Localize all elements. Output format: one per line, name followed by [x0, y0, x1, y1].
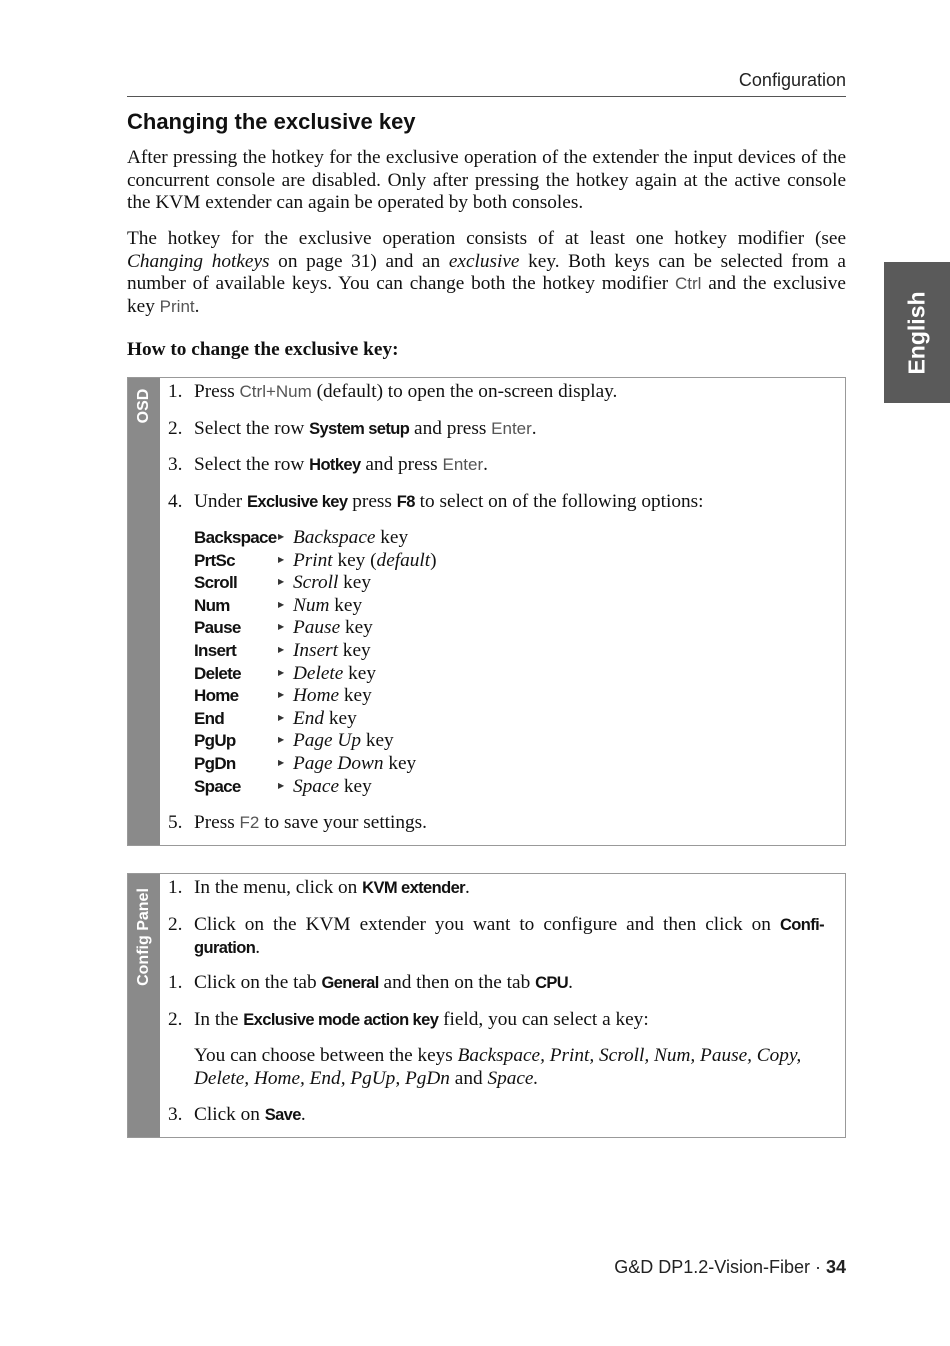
- osd-step-1: [168, 381, 828, 404]
- option-key: PgUp: [194, 731, 236, 751]
- para2-text-4: and the exclusive key: [127, 273, 846, 317]
- ui-f8: F8: [396, 493, 415, 511]
- para2-text-3: key. Both keys can be selected from a number of available keys. You can change both the hotkey modifier: [127, 250, 846, 294]
- osd-step-4: [168, 491, 828, 514]
- key-enter: Enter: [442, 455, 484, 474]
- cfg-step-4-note: [194, 1045, 830, 1090]
- option-key: Space: [194, 776, 241, 796]
- note-text: You can choose between the keys: [194, 1045, 458, 1066]
- option-name: Backspace: [293, 527, 376, 548]
- ui-cpu-tab: CPU: [535, 974, 569, 992]
- config-panel-instructions-box: [127, 873, 846, 1138]
- option-name: Page Down: [293, 753, 384, 774]
- step-text: .: [568, 972, 573, 993]
- step-text: In the: [194, 1009, 244, 1030]
- triangle-bullet-icon: ▶: [278, 554, 285, 564]
- option-key: PrtSc: [194, 550, 235, 570]
- step-text: .: [464, 877, 470, 898]
- option-description: [293, 685, 372, 708]
- option-key: Backspace: [194, 528, 277, 547]
- step-text: and then on the tab: [378, 972, 536, 993]
- step-number: 3.: [168, 454, 183, 475]
- cross-reference-link: Changing hotkeys: [127, 250, 270, 272]
- triangle-bullet-icon: ▶: [278, 690, 285, 700]
- option-suffix: key: [375, 527, 409, 548]
- option-description: [293, 550, 437, 573]
- step-number: 3.: [168, 1104, 183, 1125]
- option-suffix: key: [324, 707, 357, 729]
- triangle-bullet-icon: ▶: [278, 735, 285, 745]
- osd-instructions-box: [127, 377, 846, 846]
- option-name: Space: [293, 775, 340, 797]
- option-name: Delete: [293, 662, 344, 684]
- step-text: Select the row: [194, 454, 310, 475]
- note-key-list: Backspace, Print, Scroll, Num, Pause, Copy, Delete, Home, End, PgUp, PgDn: [194, 1045, 802, 1089]
- intro-paragraph: After pressing the hotkey for the exclusive operation of the extender the input devices of the concurrent console are disabled. Only after pressing the hotkey again at the active console the KVM extender can again be operated by both consoles.: [127, 147, 846, 213]
- option-suffix: key: [338, 572, 372, 594]
- note-last-key: Space.: [487, 1067, 539, 1089]
- cfg-step-4: [168, 1009, 828, 1032]
- triangle-bullet-icon: ▶: [278, 667, 285, 677]
- option-description: [293, 572, 371, 595]
- step-text: to select on of the following options:: [414, 491, 704, 512]
- note-text: and: [449, 1067, 488, 1089]
- step-number: 2.: [168, 418, 183, 439]
- option-extra: default: [376, 549, 431, 571]
- cfg-step-5: [168, 1104, 828, 1127]
- step-text: Click on: [194, 1104, 265, 1125]
- step-number: 1.: [168, 381, 183, 402]
- option-suffix: key: [337, 640, 371, 661]
- option-description: [293, 527, 408, 550]
- option-description: [293, 595, 362, 618]
- step-text: press: [347, 491, 397, 512]
- step-text: Select the row: [194, 418, 310, 439]
- config-panel-label: Config Panel: [135, 888, 152, 986]
- step-number: 5.: [168, 812, 183, 833]
- language-tab: [884, 262, 950, 403]
- triangle-bullet-icon: ▶: [278, 599, 285, 609]
- ui-configuration: Confi-guration: [194, 916, 824, 957]
- step-text: and press: [360, 454, 443, 475]
- option-name: Page Up: [293, 730, 362, 752]
- option-suffix: key: [339, 685, 372, 707]
- hotkey-paragraph: [127, 228, 846, 318]
- option-suffix: key: [343, 662, 376, 684]
- step-text: and press: [409, 418, 492, 439]
- triangle-bullet-icon: ▶: [278, 712, 285, 722]
- triangle-bullet-icon: ▶: [278, 758, 285, 767]
- step-text: Under: [194, 491, 248, 512]
- option-name: Home: [293, 685, 340, 707]
- option-suffix: key (: [332, 549, 377, 571]
- option-key: Insert: [194, 641, 237, 660]
- osd-step-3: [168, 454, 828, 477]
- option-name: Scroll: [293, 572, 339, 594]
- cfg-step-1: [168, 877, 828, 900]
- option-key: Scroll: [194, 573, 238, 593]
- key-f2: F2: [239, 813, 260, 832]
- running-header: Configuration: [738, 70, 846, 90]
- option-key: Pause: [194, 618, 241, 638]
- option-suffix: key: [339, 775, 372, 797]
- osd-stripe: [128, 378, 160, 845]
- ui-hotkey: Hotkey: [309, 456, 361, 474]
- osd-step-2: [168, 418, 828, 441]
- option-key: Home: [194, 686, 239, 706]
- triangle-bullet-icon: ▶: [278, 780, 285, 790]
- page-number: 34: [825, 1257, 846, 1277]
- step-number: 2.: [168, 914, 183, 935]
- triangle-bullet-icon: ▶: [278, 532, 285, 541]
- step-text: Click on the tab: [194, 972, 322, 993]
- key-ctrl-num: Ctrl+Num: [239, 382, 312, 401]
- osd-label: OSD: [135, 388, 152, 424]
- option-key: End: [194, 708, 225, 728]
- option-suffix: key: [361, 730, 394, 752]
- para2-text-1: The hotkey for the exclusive operation consists of at least one hotkey modifier (see: [127, 228, 846, 249]
- section-title: Changing the exclusive key: [127, 109, 416, 134]
- cfg-step-3: [168, 972, 828, 995]
- option-key: Delete: [194, 663, 241, 683]
- ui-general-tab: General: [321, 974, 379, 992]
- header-divider: [127, 96, 846, 97]
- option-description: [293, 663, 376, 686]
- option-suffix: key: [383, 753, 417, 774]
- option-description: [293, 708, 357, 731]
- option-name: Pause: [293, 617, 341, 639]
- option-suffix: key: [329, 594, 363, 616]
- step-text: Press: [194, 381, 240, 402]
- config-panel-stripe: [128, 874, 160, 1137]
- step-number: 1.: [168, 877, 183, 898]
- emphasis-exclusive: exclusive: [448, 250, 520, 272]
- option-description: [293, 753, 416, 776]
- step-number: 2.: [168, 1009, 183, 1030]
- page-footer: [614, 1257, 846, 1278]
- key-ctrl: Ctrl: [674, 274, 702, 293]
- step-number: 4.: [168, 491, 183, 512]
- step-text: to save your settings.: [259, 812, 427, 833]
- step-text: Press: [194, 812, 240, 833]
- step-text: Click on the KVM extender you want to configure and then click on: [194, 914, 780, 935]
- option-description: [293, 617, 373, 640]
- option-name: Print: [293, 549, 333, 571]
- option-name: Insert: [293, 640, 338, 661]
- option-key: PgDn: [194, 754, 236, 773]
- ui-exclusive-mode-action-key: Exclusive mode action key: [243, 1011, 439, 1029]
- option-description: [293, 776, 372, 799]
- option-description: [293, 730, 394, 753]
- option-description: [293, 640, 371, 663]
- howto-heading: How to change the exclusive key:: [127, 339, 399, 360]
- triangle-bullet-icon: ▶: [278, 622, 285, 632]
- option-name: End: [293, 707, 325, 729]
- ui-exclusive-key: Exclusive key: [247, 493, 348, 511]
- step-text: .: [483, 454, 488, 475]
- triangle-bullet-icon: ▶: [278, 645, 285, 654]
- key-enter: Enter: [491, 419, 532, 438]
- closing-parenthesis: ): [430, 549, 437, 571]
- ui-save: Save: [264, 1106, 301, 1124]
- step-text: (default) to open the on-screen display.: [311, 381, 618, 402]
- step-text: In the menu, click on: [194, 877, 363, 898]
- step-number: 1.: [168, 972, 183, 993]
- ui-kvm-extender: KVM extender: [362, 879, 465, 897]
- step-text: .: [255, 936, 261, 958]
- key-print: Print: [159, 296, 195, 316]
- ui-system-setup: System setup: [309, 420, 410, 438]
- step-text: field, you can select a key:: [438, 1009, 649, 1030]
- step-text: .: [300, 1104, 306, 1125]
- cfg-step-2: [168, 914, 828, 959]
- para2-text-2: on page 31) and an: [269, 250, 449, 272]
- language-tab-label: English: [903, 290, 930, 375]
- para2-text-5: .: [194, 295, 200, 317]
- triangle-bullet-icon: ▶: [278, 577, 285, 587]
- footer-product: G&D DP1.2-Vision-Fiber ·: [614, 1257, 826, 1277]
- option-key: Num: [194, 595, 230, 615]
- osd-step-5: [168, 812, 828, 835]
- step-text: .: [531, 418, 537, 439]
- option-suffix: key: [340, 617, 373, 639]
- option-name: Num: [293, 594, 330, 616]
